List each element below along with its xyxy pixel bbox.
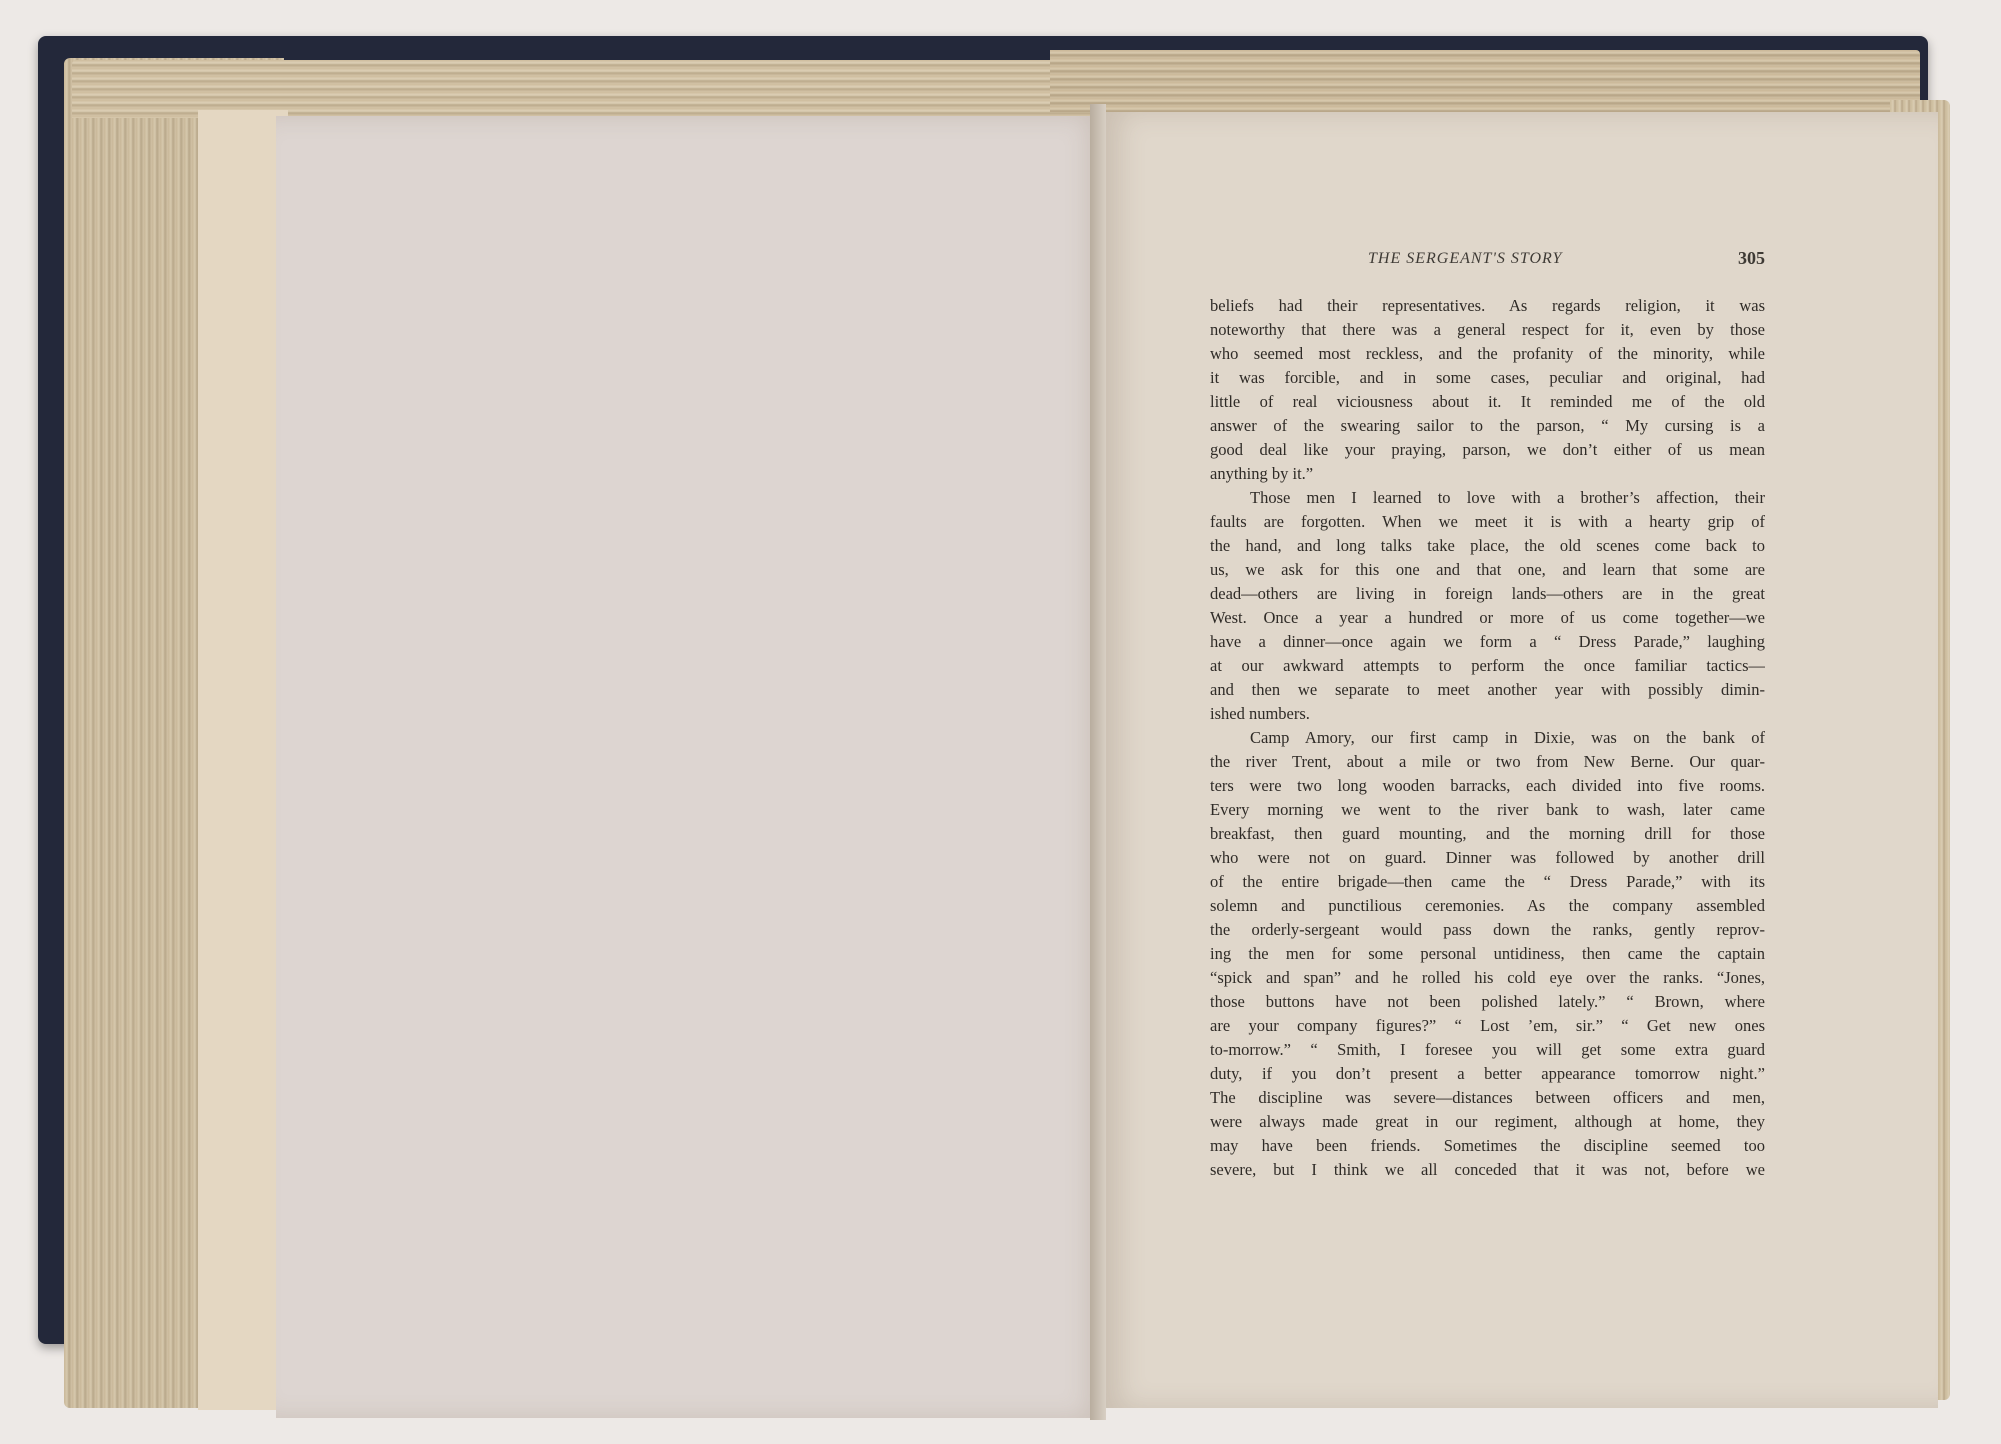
text-line: Those men I learned to love with a brother’s affection, their [1250,488,1765,507]
text-line: who seemed most reckless, and the profanity of the minority, while [1210,344,1765,363]
text-line: ished numbers. [1210,704,1310,723]
text-line: duty, if you don’t present a better appearance tomorrow night.” [1210,1064,1765,1083]
text-line: at our awkward attempts to perform the once familiar tactics— [1210,656,1765,675]
page-edges-top-right [1050,50,1920,112]
flyleaf-edge [198,110,288,1410]
blank-left-page [276,116,1106,1418]
text-line: it was forcible, and in some cases, peculiar and original, had [1210,368,1765,387]
text-line: Camp Amory, our first camp in Dixie, was on the bank of [1250,728,1765,747]
text-line: ing the men for some personal untidiness, then came the captain [1210,944,1765,963]
text-line: were always made great in our regiment, although at home, they [1210,1112,1765,1131]
text-line: to-morrow.” “ Smith, I foresee you will get some extra guard [1210,1040,1765,1059]
text-line: answer of the swearing sailor to the parson, “ My cursing is a [1210,416,1765,435]
text-line: faults are forgotten. When we meet it is with a hearty grip of [1210,512,1765,531]
text-line: those buttons have not been polished lately.” “ Brown, where [1210,992,1765,1011]
page-number: 305 [1738,248,1765,268]
text-line: Every morning we went to the river bank to wash, later came [1210,800,1765,819]
text-line: good deal like your praying, parson, we don’t either of us mean [1210,440,1765,459]
text-line: solemn and punctilious ceremonies. As the company assembled [1210,896,1765,915]
text-line: who were not on guard. Dinner was followed by another drill [1210,848,1765,867]
text-line: may have been friends. Sometimes the discipline seemed too [1210,1136,1765,1155]
text-line: of the entire brigade—then came the “ Dress Parade,” with its [1210,872,1765,891]
text-line: little of real viciousness about it. It reminded me of the old [1210,392,1765,411]
text-line: the hand, and long talks take place, the old scenes come back to [1210,536,1765,555]
text-line: have a dinner—once again we form a “ Dress Parade,” laughing [1210,632,1765,651]
text-line: ters were two long wooden barracks, each divided into five rooms. [1210,776,1765,795]
text-line: severe, but I think we all conceded that it was not, before we [1210,1160,1765,1179]
text-line: West. Once a year a hundred or more of us come together—we [1210,608,1765,627]
page-body-text [1210,294,1765,1182]
text-line: “spick and span” and he rolled his cold eye over the ranks. “Jones, [1210,968,1765,987]
text-line: us, we ask for this one and that one, and learn that some are [1210,560,1765,579]
text-line: the river Trent, about a mile or two from New Berne. Our quar- [1210,752,1765,771]
text-line: beliefs had their representatives. As regards religion, it was [1210,296,1765,315]
text-line: the orderly-sergeant would pass down the ranks, gently reprov- [1210,920,1765,939]
text-line: and then we separate to meet another year with possibly dimin- [1210,680,1765,699]
text-line: noteworthy that there was a general respect for it, even by those [1210,320,1765,339]
text-line: are your company figures?” “ Lost ’em, sir.” “ Get new ones [1210,1016,1765,1035]
book-gutter [1090,104,1106,1420]
text-line: anything by it.” [1210,464,1314,483]
running-header [1210,250,1765,274]
running-head-title: THE SERGEANT'S STORY [1368,250,1563,267]
text-line: The discipline was severe—distances between officers and men, [1210,1088,1765,1107]
text-line: breakfast, then guard mounting, and the morning drill for those [1210,824,1765,843]
text-line: dead—others are living in foreign lands—others are in the great [1210,584,1765,603]
